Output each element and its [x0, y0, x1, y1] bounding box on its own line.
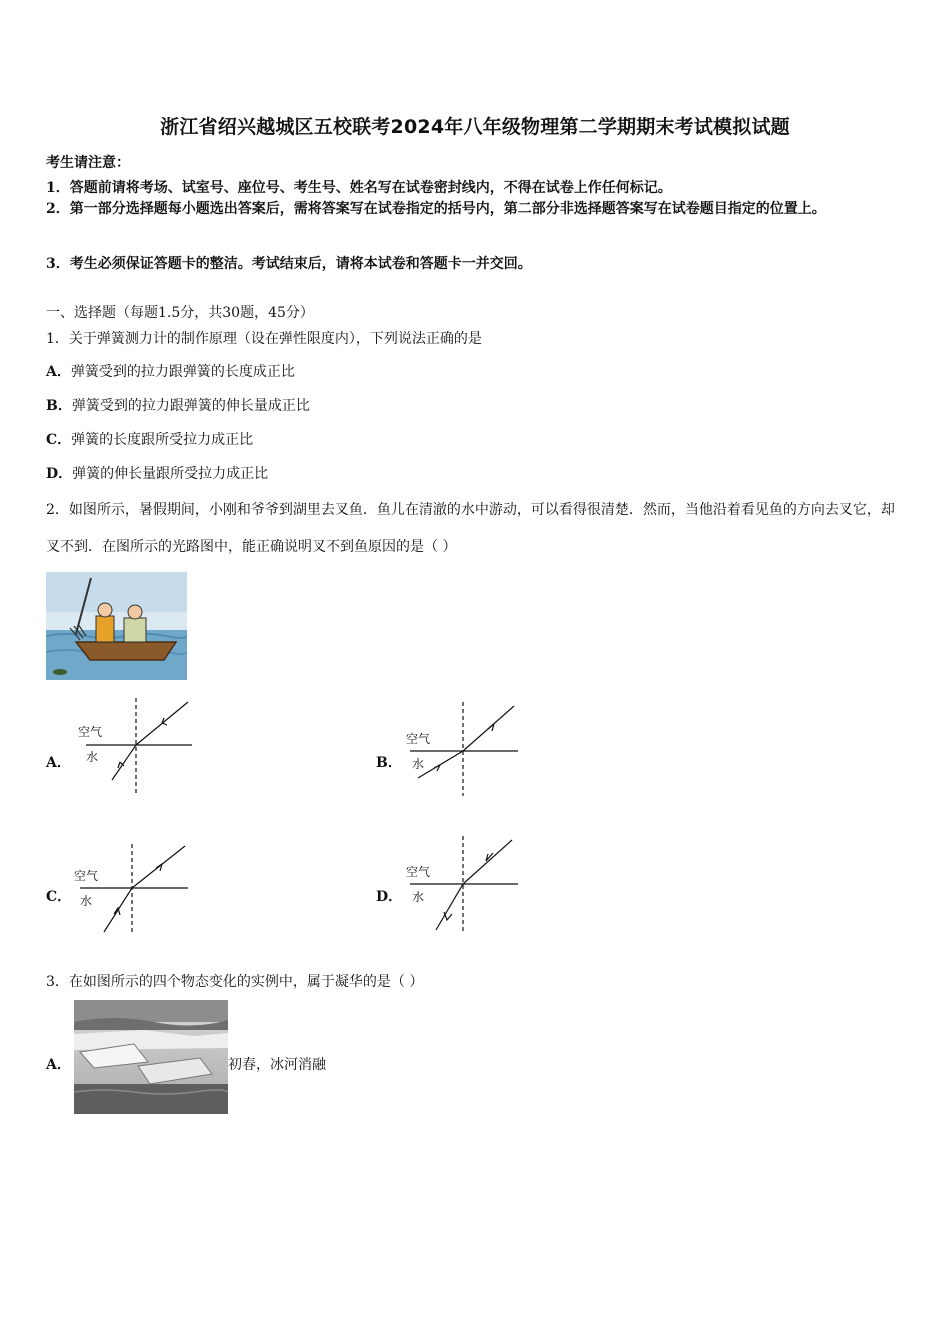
melting-ice-photo	[74, 1000, 228, 1114]
notice-item-3: 3．考生必须保证答题卡的整洁。考试结束后，请将本试卷和答题卡一并交回。	[46, 256, 532, 272]
air-label: 空气	[78, 725, 103, 739]
air-label: 空气	[406, 732, 431, 746]
q3-stem: 3．在如图所示的四个物态变化的实例中，属于凝华的是（ ）	[46, 974, 424, 990]
q3-option-a-text: 初春，冰河消融	[228, 1057, 326, 1073]
water-label: 水	[412, 890, 425, 904]
fishing-illustration	[46, 572, 187, 680]
air-label: 空气	[406, 865, 431, 879]
water-label: 水	[412, 757, 425, 771]
notice-item-2: 2．第一部分选择题每小题选出答案后，需将答案写在试卷指定的括号内，第二部分非选择题答案写在试卷题目指定的位置上。	[46, 201, 826, 217]
option-text: 弹簧的长度跟所受拉力成正比	[71, 432, 254, 448]
notice-item-1: 1．答题前请将考场、试室号、座位号、考生号、姓名写在试卷密封线内，不得在试卷上作任何标记。	[46, 180, 672, 196]
water-label: 水	[86, 750, 99, 764]
q1-option-b	[46, 395, 310, 415]
q1-option-a	[46, 361, 295, 381]
q2-stem: 2．如图所示，暑假期间，小刚和爷爷到湖里去叉鱼．鱼儿在清澈的水中游动，可以看得很清楚．然而，当他沿着看见鱼的方向去叉它，却叉不到．在图所示的光路图中，能正确说明叉不到鱼原因的是（ ）	[46, 502, 895, 555]
q1-option-d	[46, 463, 268, 483]
page-title: 浙江省绍兴越城区五校联考2024年八年级物理第二学期期末考试模拟试题	[160, 116, 790, 138]
air-label: 空气	[74, 869, 99, 883]
option-label: B．	[46, 398, 72, 414]
q2-diagram-d	[400, 836, 526, 934]
option-label: D．	[46, 466, 73, 482]
q2-option-c-label: C．	[46, 889, 72, 905]
q1-stem: 1．关于弹簧测力计的制作原理（设在弹性限度内），下列说法正确的是	[46, 331, 482, 347]
ray-air	[463, 840, 512, 884]
q1-option-c	[46, 429, 253, 449]
ray-water	[112, 745, 136, 780]
option-label: A．	[46, 364, 71, 380]
ray-water	[436, 884, 463, 930]
option-text: 弹簧受到的拉力跟弹簧的长度成正比	[70, 364, 295, 380]
q2-diagram-a	[70, 698, 196, 796]
q2-option-d-label: D．	[376, 889, 403, 905]
q2-option-a-label: A．	[46, 755, 71, 771]
q2-diagram-b	[400, 702, 526, 798]
q2-diagram-c	[70, 844, 196, 936]
option-text: 弹簧受到的拉力跟弹簧的伸长量成正比	[71, 398, 310, 414]
option-text: 弹簧的伸长量跟所受拉力成正比	[72, 466, 269, 482]
q2-option-b-label: B．	[376, 755, 402, 771]
section-heading: 一、选择题（每题1.5分，共30题，45分）	[46, 305, 314, 321]
option-label: C．	[46, 432, 72, 448]
water-label: 水	[80, 894, 93, 908]
q3-option-a-label: A．	[46, 1057, 71, 1073]
notice-heading: 考生请注意：	[46, 155, 130, 171]
